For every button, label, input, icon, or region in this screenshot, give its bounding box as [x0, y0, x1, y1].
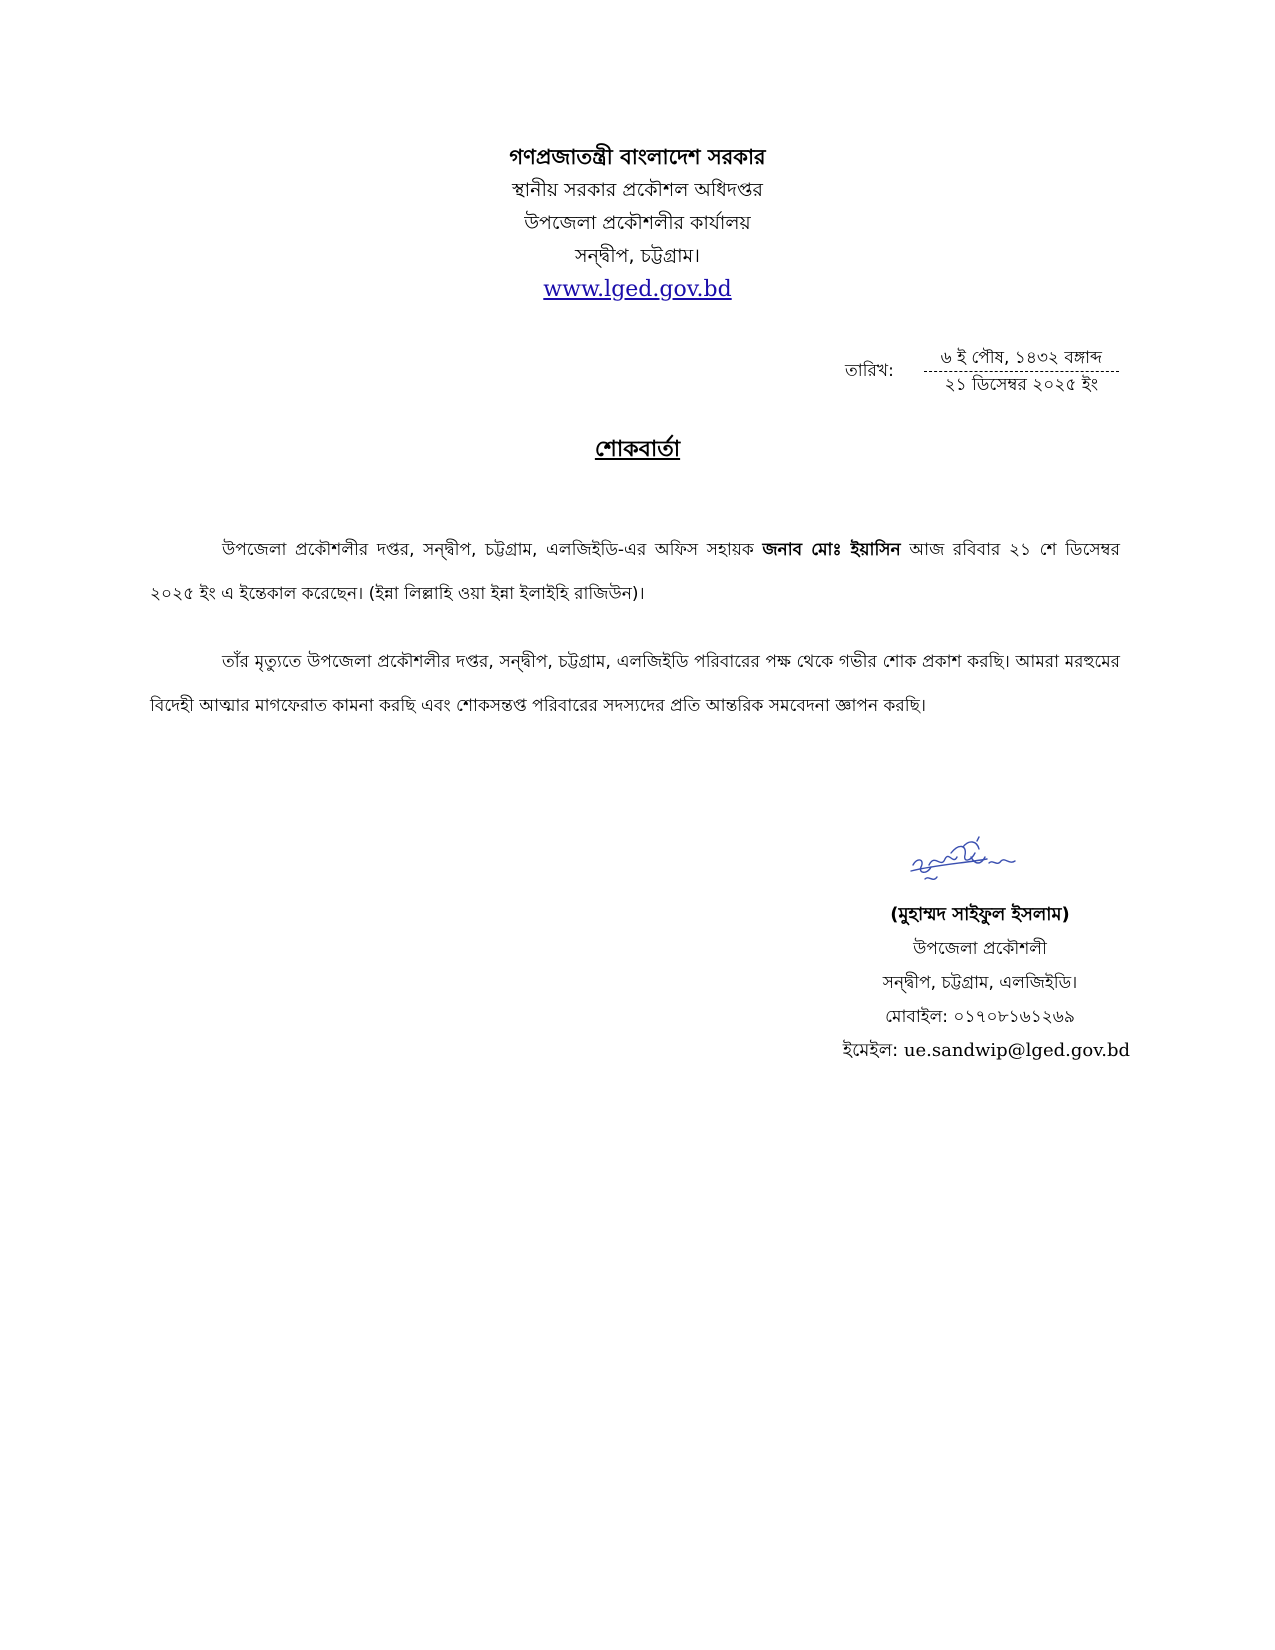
- para1-text-a: উপজেলা প্রকৌশলীর দপ্তর, সন্দ্বীপ, চট্টগ্রাম, এলজিইডি-এর অফিস সহায়ক: [222, 540, 763, 560]
- body-paragraph-2: তাঁর মৃত্যুতে উপজেলা প্রকৌশলীর দপ্তর, সন্দ্বীপ, চট্টগ্রাম, এলজিইডি পরিবারের পক্ষ থেকে গভীর শোক প্রকাশ করছি। আমরা মরহুমের বিদেহী আত্মার মাগফেরাত কামনা করছি এবং শোকসন্তপ্ত পরিবারের সদস্যদের প্রতি আন্তরিক সমবেদনা জ্ঞাপন করছি।: [150, 652, 1120, 716]
- deceased-name: জনাব মোঃ ইয়াসিন: [762, 540, 901, 560]
- english-date: ২১ ডিসেম্বর ২০২৫ ইং: [944, 375, 1099, 395]
- office-name: উপজেলা প্রকৌশলীর কার্যালয়: [524, 212, 751, 234]
- government-name: গণপ্রজাতন্ত্রী বাংলাদেশ সরকার: [509, 145, 766, 169]
- email-label: ইমেইল:: [842, 1040, 904, 1061]
- department-name: স্থানীয় সরকার প্রকৌশল অধিদপ্তর: [512, 179, 763, 201]
- subject-title: শোকবার্তা: [594, 437, 681, 462]
- date-block: [845, 346, 1119, 398]
- letterhead: [0, 140, 1275, 307]
- signatory-name: (মুহাম্মদ সাইফুল ইসলাম): [890, 904, 1070, 925]
- email-address[interactable]: ue.sandwip@lged.gov.bd: [903, 1040, 1130, 1061]
- date-label: তারিখ:: [845, 361, 894, 381]
- signatory-location: সন্দ্বীপ, চট্টগ্রাম, এলজিইডি।: [882, 973, 1078, 993]
- signatory-email: [730, 1034, 1130, 1068]
- para1-text-b: আজ রবিবার ২১ শে ডিসেম্বর ২০২৫ ইং এ ইন্তেকাল করেছেন। (ইন্না লিল্লাহি ওয়া ইন্না ইলাইহি রাজিউন)।: [150, 540, 1120, 604]
- handwritten-signature: [905, 835, 1025, 895]
- office-location: সন্দ্বীপ, চট্টগ্রাম।: [575, 245, 700, 267]
- date-values: [924, 346, 1119, 398]
- signature-block: [730, 898, 1130, 1068]
- body-paragraph-1: [150, 528, 1120, 616]
- signatory-mobile: মোবাইল: ০১৭০৮১৬১২৬৯: [885, 1007, 1075, 1027]
- bangla-date: ৬ ই পৌষ, ১৪৩২ বঙ্গাব্দ: [940, 348, 1102, 368]
- website-link[interactable]: www.lged.gov.bd: [543, 277, 732, 302]
- signatory-designation: উপজেলা প্রকৌশলী: [913, 939, 1047, 959]
